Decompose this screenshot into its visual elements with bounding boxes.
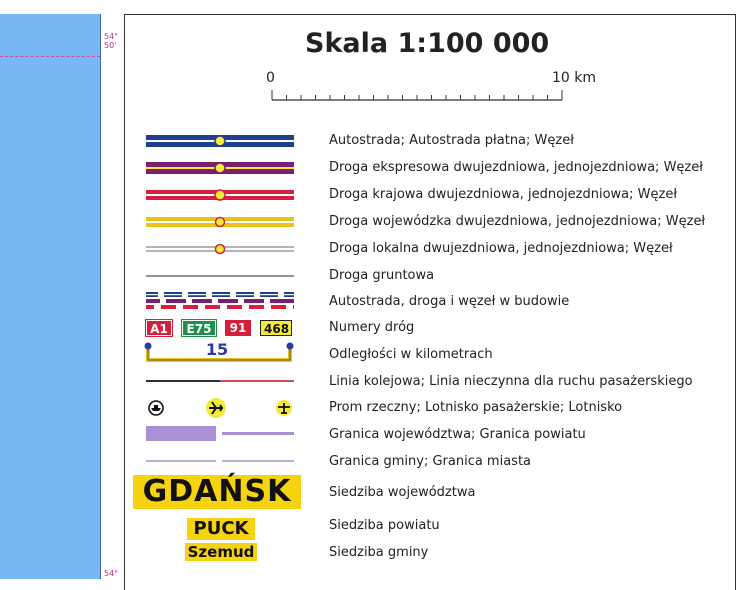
legend-label-railway: Linia kolejowa; Linia nieczynna dla ruchu pasażerskiego <box>329 374 693 389</box>
legend-label-ferry-airports: Prom rzeczny; Lotnisko pasażerskie; Lotnisko <box>329 400 623 415</box>
road-number-e75: E75 <box>182 320 216 336</box>
legend-label-road-numbers: Numery dróg <box>329 320 415 335</box>
scale-bar <box>262 88 572 106</box>
legend-label-voivodeship: Droga wojewódzka dwujezdniowa, jednojezdniowa; Węzeł <box>329 214 706 229</box>
city-powiat-sample: PUCK <box>187 518 255 540</box>
voivodeship-road-symbol <box>146 215 294 229</box>
road-number-91: 91 <box>225 320 251 336</box>
legend-label-construction: Autostrada, droga i węzeł w budowie <box>329 294 570 309</box>
legend-label-motorway: Autostrada; Autostrada płatna; Węzeł <box>329 133 574 148</box>
ferry-icon <box>146 398 166 418</box>
legend-label-expressway: Droga ekspresowa dwujezdniowa, jednojezdniowa; Węzeł <box>329 160 703 175</box>
legend-title: Skala 1:100 000 <box>305 28 550 59</box>
legend-label-national: Droga krajowa dwujezdniowa, jednojezdniowa; Węzeł <box>329 187 678 202</box>
scale-start-label: 0 <box>266 70 275 86</box>
legend-label-seat-gmina: Siedziba gminy <box>329 545 429 560</box>
gmina-border-symbol <box>146 456 294 466</box>
dirt-road-symbol <box>146 269 294 283</box>
construction-road-symbol <box>146 291 294 311</box>
motorway-symbol <box>146 134 294 148</box>
legend-label-borders-voiv: Granica województwa; Granica powiatu <box>329 427 586 442</box>
expressway-symbol <box>146 161 294 175</box>
latitude-gridline <box>0 56 100 57</box>
passenger-airport-icon <box>204 396 228 420</box>
map-water-area <box>0 14 101 579</box>
legend-label-seat-powiat: Siedziba powiatu <box>329 518 440 533</box>
legend-label-local: Droga lokalna dwujezdniowa, jednojezdniowa; Węzeł <box>329 241 673 256</box>
legend-label-borders-gmina: Granica gminy; Granica miasta <box>329 454 532 469</box>
local-road-symbol <box>146 242 294 256</box>
legend-label-distances: Odległości w kilometrach <box>329 347 493 362</box>
coord-top-minute: 50' <box>104 41 117 50</box>
legend-label-dirt: Droga gruntowa <box>329 268 435 283</box>
city-gmina-sample: Szemud <box>185 543 257 561</box>
distance-value: 15 <box>205 340 229 359</box>
national-road-symbol <box>146 188 294 202</box>
road-number-468: 468 <box>260 320 292 336</box>
scale-end-label: 10 km <box>552 70 597 86</box>
legend-label-seat-voiv: Siedziba województwa <box>329 485 476 500</box>
coord-top-degree: 54° <box>104 32 119 41</box>
coord-bottom-degree: 54° <box>104 569 119 578</box>
city-voivodeship-sample: GDAŃSK <box>133 475 301 509</box>
airfield-icon <box>274 398 294 418</box>
road-number-a1: A1 <box>146 320 172 336</box>
railway-symbol <box>146 374 294 388</box>
voivodeship-border-symbol <box>146 426 294 442</box>
